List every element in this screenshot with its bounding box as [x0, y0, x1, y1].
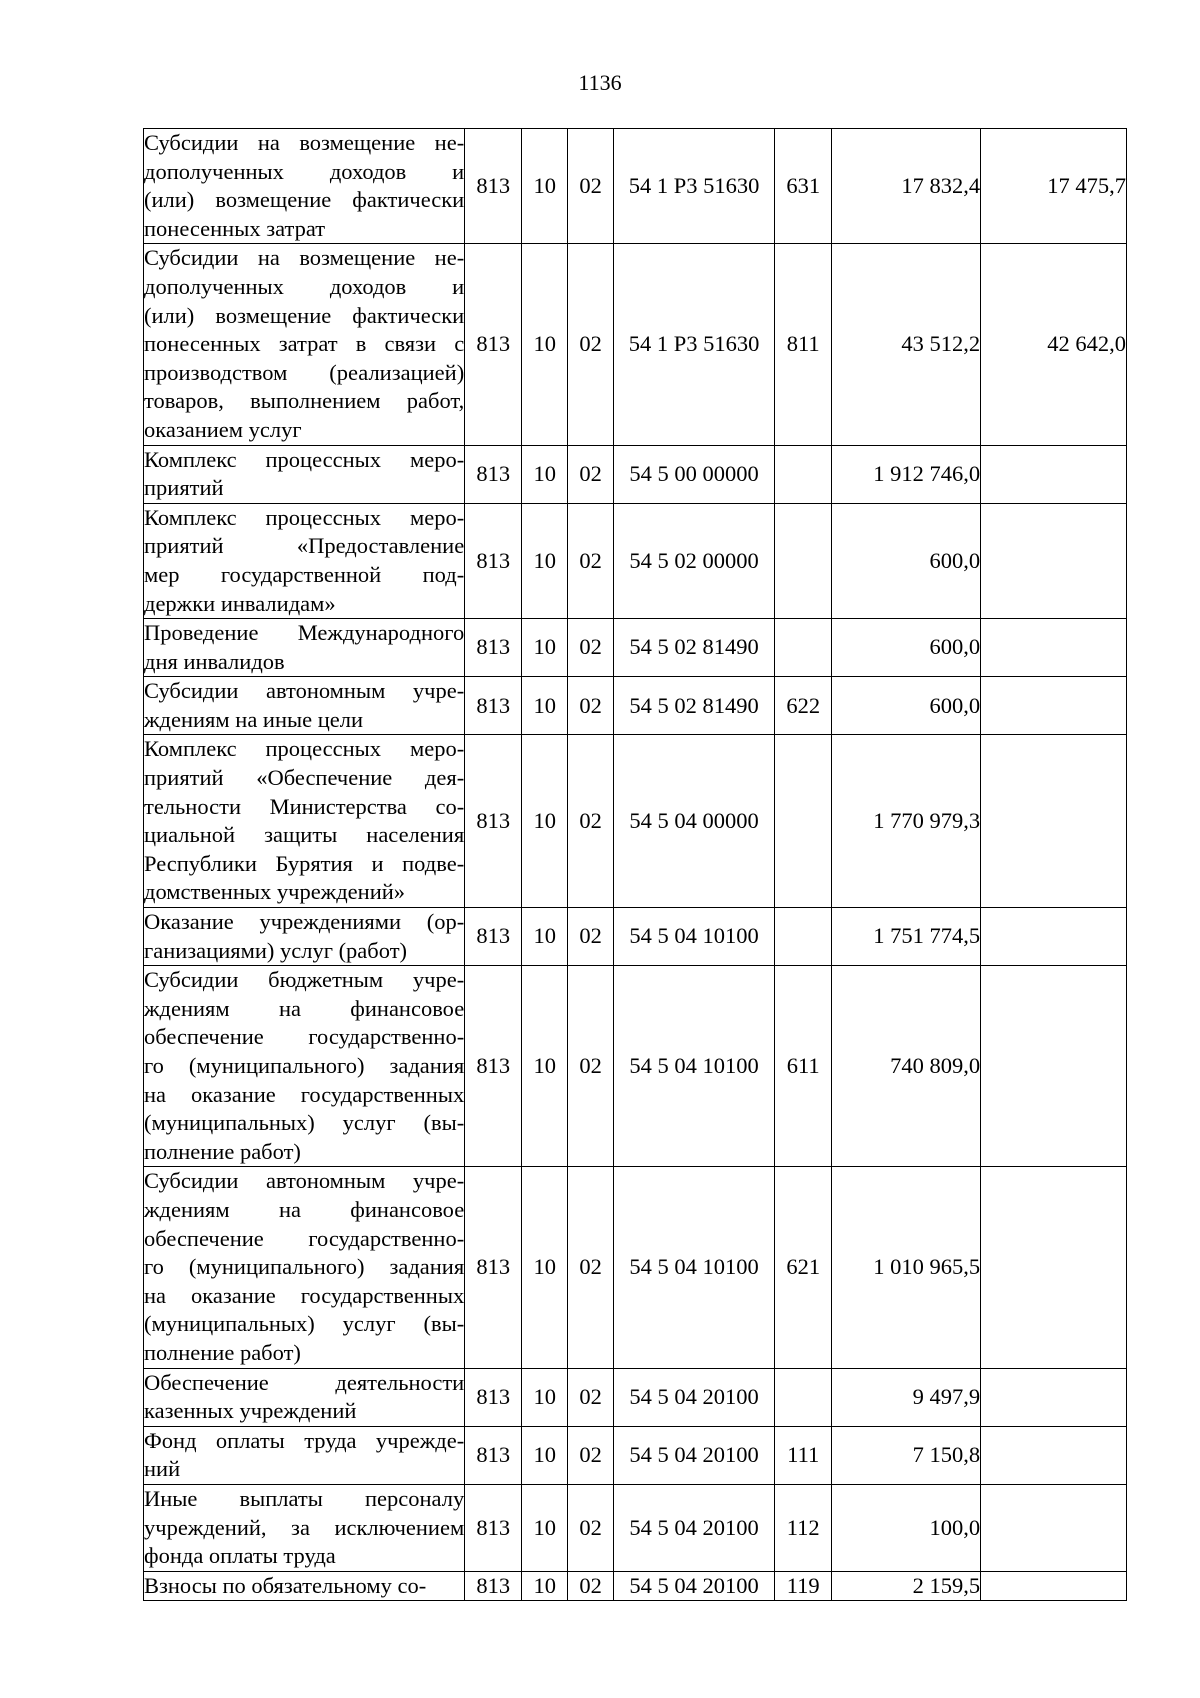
section-code-cell: 10	[522, 1571, 568, 1601]
row-name-line: казенных учреждений	[144, 1398, 357, 1424]
amount-cell: 1 010 965,5	[832, 1167, 981, 1368]
ministry-code-cell: 813	[465, 445, 522, 503]
row-name-cell	[144, 1368, 465, 1426]
row-name-line: (муниципальных) услуг (вы-	[144, 1110, 465, 1136]
target-article-cell: 54 5 00 00000	[614, 445, 775, 503]
expense-type-cell: 811	[775, 244, 832, 445]
row-name-cell	[144, 966, 465, 1167]
ministry-code-cell: 813	[465, 677, 522, 735]
row-name-line: Взносы по обязательному со-	[144, 1572, 427, 1598]
ministry-code-cell: 813	[465, 1426, 522, 1484]
ministry-code-cell: 813	[465, 503, 522, 618]
expense-type-cell: 111	[775, 1426, 832, 1484]
row-name-line: го (муниципального) задания	[144, 1254, 465, 1280]
row-name-line: приятий «Обеспечение дея-	[144, 765, 465, 791]
ministry-code-cell: 813	[465, 619, 522, 677]
amount-second-cell	[981, 908, 1127, 966]
amount-cell: 17 832,4	[832, 129, 981, 244]
row-name-cell	[144, 503, 465, 618]
subsection-code-cell: 02	[568, 129, 614, 244]
section-code-cell: 10	[522, 677, 568, 735]
table-row	[144, 677, 1127, 735]
table-row	[144, 1571, 1127, 1601]
table-row	[144, 735, 1127, 908]
subsection-code-cell: 02	[568, 1167, 614, 1368]
row-name-line: полнение работ)	[144, 1339, 301, 1365]
row-name-line: Проведение Международного	[144, 620, 465, 646]
amount-second-cell	[981, 619, 1127, 677]
amount-cell: 600,0	[832, 677, 981, 735]
row-name-cell	[144, 677, 465, 735]
row-name-line: на оказание государственных	[144, 1282, 465, 1308]
row-name-line: приятий «Предоставление	[144, 533, 465, 559]
subsection-code-cell: 02	[568, 966, 614, 1167]
section-code-cell: 10	[522, 445, 568, 503]
table-row	[144, 244, 1127, 445]
row-name-line: (муниципальных) услуг (вы-	[144, 1311, 465, 1337]
ministry-code-cell: 813	[465, 966, 522, 1167]
amount-second-cell	[981, 966, 1127, 1167]
row-name-line: го (муниципального) задания	[144, 1053, 465, 1078]
amount-cell: 43 512,2	[832, 244, 981, 445]
amount-cell: 100,0	[832, 1484, 981, 1571]
row-name-line: ждениям на иные цели	[144, 706, 364, 732]
target-article-cell: 54 5 02 00000	[614, 503, 775, 618]
amount-cell: 600,0	[832, 619, 981, 677]
row-name-line: фонда оплаты труда	[144, 1543, 336, 1569]
ministry-code-cell: 813	[465, 1484, 522, 1571]
ministry-code-cell: 813	[465, 908, 522, 966]
row-name-line: Субсидии на возмещение не-	[144, 245, 465, 271]
row-name-line: дополученных доходов и	[144, 273, 465, 299]
row-name-cell	[144, 735, 465, 908]
table-row	[144, 966, 1127, 1167]
row-name-line: производством (реализацией)	[144, 359, 465, 385]
row-name-line: Комплекс процессных меро-	[144, 504, 465, 530]
row-name-line: Субсидии бюджетным учре-	[144, 967, 465, 993]
amount-second-cell	[981, 735, 1127, 908]
row-name-line: дополученных доходов и	[144, 158, 465, 184]
ministry-code-cell: 813	[465, 735, 522, 908]
row-name-line: (или) возмещение фактически	[144, 187, 465, 213]
subsection-code-cell: 02	[568, 908, 614, 966]
row-name-cell	[144, 1484, 465, 1571]
row-name-line: Субсидии автономным учре-	[144, 1168, 465, 1194]
amount-cell: 1 770 979,3	[832, 735, 981, 908]
row-name-line: Субсидии на возмещение не-	[144, 130, 465, 155]
row-name-cell	[144, 1571, 465, 1601]
expense-type-cell: 611	[775, 966, 832, 1167]
amount-second-cell	[981, 677, 1127, 735]
subsection-code-cell: 02	[568, 1571, 614, 1601]
subsection-code-cell: 02	[568, 445, 614, 503]
target-article-cell: 54 5 04 20100	[614, 1426, 775, 1484]
page-number: 1136	[578, 70, 622, 95]
row-name-line: понесенных затрат	[144, 215, 326, 241]
row-name-line: учреждений, за исключением	[144, 1514, 465, 1540]
row-name-line: Комплекс процессных меро-	[144, 736, 465, 762]
budget-table	[143, 128, 1127, 1601]
expense-type-cell: 119	[775, 1571, 832, 1601]
section-code-cell: 10	[522, 1167, 568, 1368]
target-article-cell: 54 1 Р3 51630	[614, 244, 775, 445]
subsection-code-cell: 02	[568, 735, 614, 908]
row-name-cell	[144, 129, 465, 244]
target-article-cell: 54 5 04 00000	[614, 735, 775, 908]
section-code-cell: 10	[522, 735, 568, 908]
expense-type-cell: 622	[775, 677, 832, 735]
expense-type-cell	[775, 619, 832, 677]
amount-cell: 1 751 774,5	[832, 908, 981, 966]
section-code-cell: 10	[522, 966, 568, 1167]
row-name-line: оказанием услуг	[144, 416, 302, 442]
row-name-line: обеспечение государственно-	[144, 1024, 465, 1050]
amount-second-cell	[981, 1484, 1127, 1571]
row-name-cell	[144, 908, 465, 966]
amount-cell: 740 809,0	[832, 966, 981, 1167]
expense-type-cell: 631	[775, 129, 832, 244]
table-row	[144, 1426, 1127, 1484]
expense-type-cell	[775, 735, 832, 908]
target-article-cell: 54 5 02 81490	[614, 619, 775, 677]
row-name-line: ганизациями) услуг (работ)	[144, 937, 408, 963]
row-name-line: Субсидии автономным учре-	[144, 678, 465, 704]
amount-second-cell	[981, 1571, 1127, 1601]
row-name-line: на оказание государственных	[144, 1081, 465, 1107]
section-code-cell: 10	[522, 1426, 568, 1484]
amount-second-cell	[981, 1368, 1127, 1426]
row-name-line: ждениям на финансовое	[144, 1196, 465, 1222]
subsection-code-cell: 02	[568, 1484, 614, 1571]
table-row	[144, 619, 1127, 677]
row-name-line: понесенных затрат в связи с	[144, 331, 465, 357]
subsection-code-cell: 02	[568, 677, 614, 735]
table-row	[144, 1484, 1127, 1571]
row-name-line: циальной защиты населения	[144, 822, 465, 848]
budget-table-body	[144, 129, 1127, 1601]
row-name-line: полнение работ)	[144, 1138, 301, 1164]
row-name-line: Иные выплаты персоналу	[144, 1485, 465, 1511]
target-article-cell: 54 5 04 20100	[614, 1571, 775, 1601]
ministry-code-cell: 813	[465, 1368, 522, 1426]
row-name-cell	[144, 619, 465, 677]
section-code-cell: 10	[522, 244, 568, 445]
row-name-cell	[144, 1426, 465, 1484]
target-article-cell: 54 1 Р3 51630	[614, 129, 775, 244]
row-name-line: Фонд оплаты труда учрежде-	[144, 1427, 465, 1453]
section-code-cell: 10	[522, 129, 568, 244]
row-name-line: тельности Министерства со-	[144, 793, 465, 819]
row-name-line: Оказание учреждениями (ор-	[144, 909, 465, 935]
subsection-code-cell: 02	[568, 1368, 614, 1426]
subsection-code-cell: 02	[568, 244, 614, 445]
row-name-cell	[144, 1167, 465, 1368]
expense-type-cell: 112	[775, 1484, 832, 1571]
row-name-line: ний	[144, 1456, 181, 1482]
row-name-cell	[144, 445, 465, 503]
row-name-line: приятий	[144, 475, 224, 501]
row-name-line: товаров, выполнением работ,	[144, 388, 465, 414]
section-code-cell: 10	[522, 503, 568, 618]
target-article-cell: 54 5 04 10100	[614, 908, 775, 966]
amount-cell: 600,0	[832, 503, 981, 618]
ministry-code-cell: 813	[465, 129, 522, 244]
amount-cell: 1 912 746,0	[832, 445, 981, 503]
section-code-cell: 10	[522, 908, 568, 966]
row-name-line: Обеспечение деятельности	[144, 1369, 465, 1395]
amount-cell: 2 159,5	[832, 1571, 981, 1601]
target-article-cell: 54 5 04 10100	[614, 1167, 775, 1368]
target-article-cell: 54 5 04 20100	[614, 1368, 775, 1426]
ministry-code-cell: 813	[465, 244, 522, 445]
table-row	[144, 503, 1127, 618]
row-name-line: Комплекс процессных меро-	[144, 446, 465, 472]
table-row	[144, 908, 1127, 966]
subsection-code-cell: 02	[568, 503, 614, 618]
row-name-line: домственных учреждений»	[144, 879, 406, 905]
subsection-code-cell: 02	[568, 1426, 614, 1484]
row-name-line: дня инвалидов	[144, 648, 285, 674]
row-name-line: Республики Бурятия и подве-	[144, 850, 465, 876]
amount-second-cell	[981, 445, 1127, 503]
amount-second-cell	[981, 503, 1127, 618]
table-row	[144, 1167, 1127, 1368]
amount-second-cell	[981, 1426, 1127, 1484]
target-article-cell: 54 5 02 81490	[614, 677, 775, 735]
target-article-cell: 54 5 04 20100	[614, 1484, 775, 1571]
row-name-cell	[144, 244, 465, 445]
ministry-code-cell: 813	[465, 1167, 522, 1368]
section-code-cell: 10	[522, 1368, 568, 1426]
table-row	[144, 1368, 1127, 1426]
ministry-code-cell: 813	[465, 1571, 522, 1601]
section-code-cell: 10	[522, 1484, 568, 1571]
row-name-line: ждениям на финансовое	[144, 995, 465, 1021]
row-name-line: держки инвалидам»	[144, 590, 336, 616]
amount-second-cell: 42 642,0	[981, 244, 1127, 445]
table-row	[144, 445, 1127, 503]
row-name-line: мер государственной под-	[144, 561, 465, 587]
expense-type-cell: 621	[775, 1167, 832, 1368]
expense-type-cell	[775, 503, 832, 618]
expense-type-cell	[775, 1368, 832, 1426]
expense-type-cell	[775, 908, 832, 966]
table-row	[144, 129, 1127, 244]
amount-second-cell	[981, 1167, 1127, 1368]
subsection-code-cell: 02	[568, 619, 614, 677]
row-name-line: (или) возмещение фактически	[144, 302, 465, 328]
amount-cell: 7 150,8	[832, 1426, 981, 1484]
row-name-line: обеспечение государственно-	[144, 1225, 465, 1251]
target-article-cell: 54 5 04 10100	[614, 966, 775, 1167]
section-code-cell: 10	[522, 619, 568, 677]
amount-cell: 9 497,9	[832, 1368, 981, 1426]
expense-type-cell	[775, 445, 832, 503]
amount-second-cell: 17 475,7	[981, 129, 1127, 244]
